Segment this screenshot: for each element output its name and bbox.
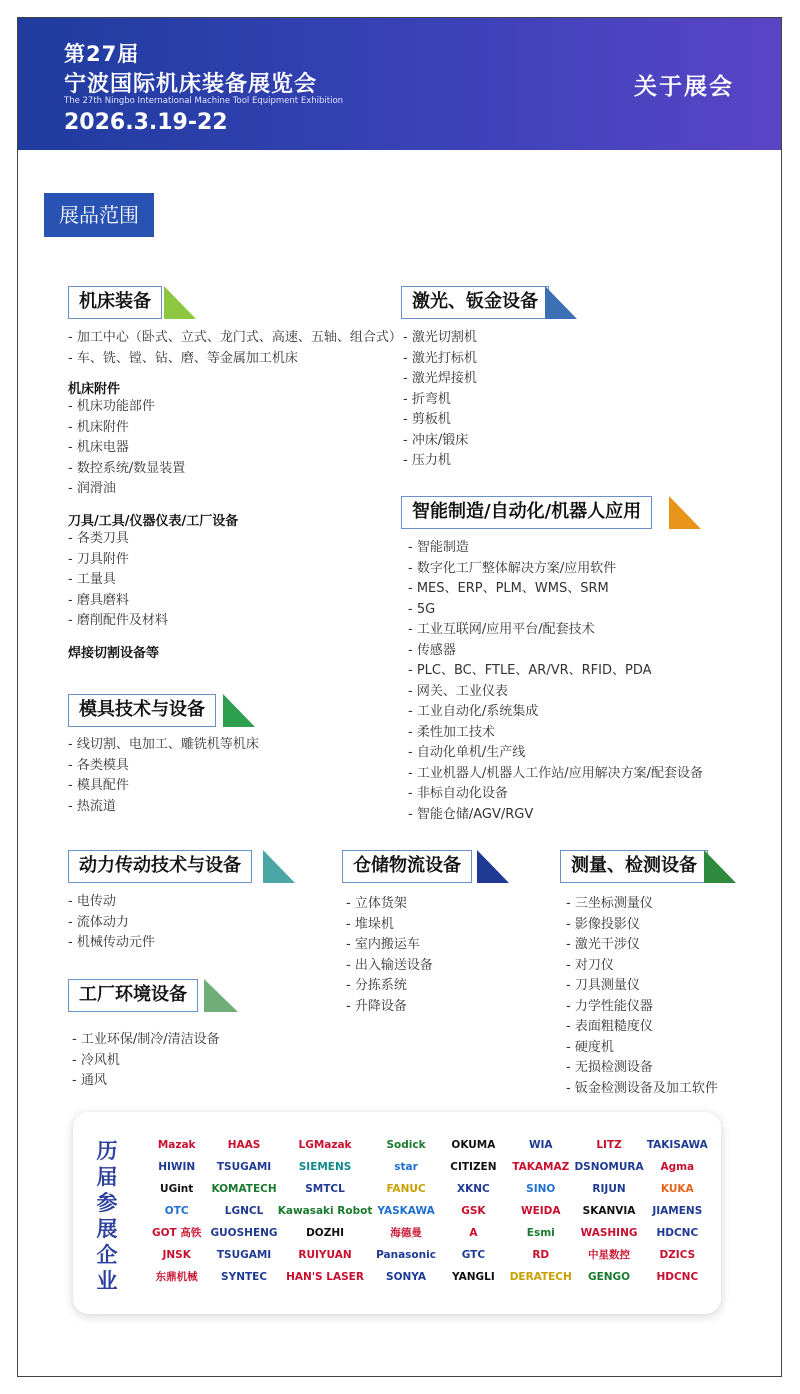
list-item: - 非标自动化设备 xyxy=(408,786,508,801)
exhibitor-logo: KOMATECH xyxy=(211,1183,277,1195)
list-item: - 工业机器人/机器人工作站/应用解决方案/配套设备 xyxy=(408,765,703,781)
section-storage-list xyxy=(346,894,433,1017)
subsection-tools-list xyxy=(68,529,168,632)
list-item: - 刀具测量仪 xyxy=(566,978,640,993)
exhibitor-logo: JIAMENS xyxy=(652,1205,703,1217)
section-accent xyxy=(477,850,509,883)
section-smart-list xyxy=(408,538,703,825)
subsection-accessories-title: 机床附件 xyxy=(68,382,121,397)
section-accent xyxy=(669,496,701,529)
list-item: - 剪板机 xyxy=(403,412,451,427)
exhibitor-logo: GENGO xyxy=(587,1271,631,1283)
exhibitor-logo: HIWIN xyxy=(158,1161,196,1173)
exhibitor-logo: WASHING xyxy=(580,1227,638,1239)
section-accent xyxy=(204,979,238,1012)
exhibitor-logo: Sodick xyxy=(386,1139,426,1151)
section-machine-list xyxy=(68,328,402,369)
exhibitor-logo: JNSK xyxy=(162,1249,191,1261)
exhibitor-logo: Mazak xyxy=(157,1139,196,1151)
section-storage-title: 仓储物流设备 xyxy=(342,850,472,883)
exhibitor-logo: XKNC xyxy=(457,1183,490,1195)
list-item: - 硬度机 xyxy=(566,1039,614,1055)
list-item: - 激光打标机 xyxy=(403,350,477,366)
exhibitor-logo: LGMazak xyxy=(298,1139,352,1151)
exhibitor-logo: star xyxy=(394,1161,418,1173)
list-item: - 工量具 xyxy=(68,572,116,587)
section-laser-list xyxy=(403,328,477,472)
exhibitor-logo: 海德曼 xyxy=(390,1227,422,1239)
exhibitor-logo: DOZHI xyxy=(306,1227,345,1239)
exhibitor-logo: WEIDA xyxy=(521,1205,561,1217)
exhibitor-logo-grid xyxy=(143,1136,711,1287)
exhibit-scope-title: 展品范围 xyxy=(44,193,154,237)
list-item: - 对刀仪 xyxy=(566,957,614,973)
exhibitor-logo: Esmi xyxy=(526,1227,555,1239)
exhibitor-logo: YASKAWA xyxy=(377,1205,435,1217)
exhibitor-logo: RUIYUAN xyxy=(298,1249,352,1261)
list-item: - 表面粗糙度仪 xyxy=(566,1019,653,1034)
exhibitor-logo: YANGLI xyxy=(452,1271,495,1283)
list-item: - 立体货架 xyxy=(346,896,407,911)
exhibitor-logo: LITZ xyxy=(596,1139,622,1151)
list-item: - 升降设备 xyxy=(346,998,407,1014)
exhibitor-logo: Panasonic xyxy=(376,1249,436,1261)
section-smart-title: 智能制造/自动化/机器人应用 xyxy=(401,496,652,529)
exhibitor-logo: TSUGAMI xyxy=(216,1249,272,1261)
list-item: - 钣金检测设备及加工软件 xyxy=(566,1080,718,1096)
exhibitor-logo: HDCNC xyxy=(656,1227,699,1239)
list-item: - 堆垛机 xyxy=(346,916,394,932)
edition-text: 第27届 xyxy=(64,42,140,66)
section-machine-title: 机床装备 xyxy=(68,286,162,319)
list-item: - 通风 xyxy=(72,1073,107,1088)
exhibitor-logo: DERATECH xyxy=(509,1271,572,1283)
exhibitor-logo: TSUGAMI xyxy=(216,1161,272,1173)
list-item: - 激光切割机 xyxy=(403,330,477,345)
list-item: - 智能仓储/AGV/RGV xyxy=(408,806,534,822)
list-item: - 刀具附件 xyxy=(68,551,129,567)
exhibitor-logo: GTC xyxy=(461,1249,486,1261)
section-accent xyxy=(263,850,295,883)
exhibitor-logo: RD xyxy=(532,1249,550,1261)
list-item: - 工业自动化/系统集成 xyxy=(408,704,539,719)
list-item: - 传感器 xyxy=(408,642,456,658)
list-item: - 网关、工业仪表 xyxy=(408,683,508,699)
exhibitor-logo: SONYA xyxy=(386,1271,427,1283)
section-power-title: 动力传动技术与设备 xyxy=(68,850,252,883)
list-item: - 压力机 xyxy=(403,453,451,468)
list-item: - 各类刀具 xyxy=(68,531,129,546)
exhibitor-logo: TAKAMAZ xyxy=(512,1161,570,1173)
list-item: - 数控系统/数显装置 xyxy=(68,460,186,476)
list-item: - 机床电器 xyxy=(68,440,129,455)
exhibitor-logo: SMTCL xyxy=(305,1183,345,1195)
exhibition-name: 宁波国际机床装备展览会 xyxy=(64,72,318,97)
subsection-tools-title: 刀具/工具/仪器仪表/工厂设备 xyxy=(68,514,239,529)
list-item: - 分拣系统 xyxy=(346,978,407,993)
section-laser-title: 激光、钣金设备 xyxy=(401,286,549,319)
list-item: - 工业环保/制冷/清洁设备 xyxy=(72,1032,220,1047)
section-accent xyxy=(704,850,736,883)
list-item: - 出入输送设备 xyxy=(346,957,433,973)
section-mold-title: 模具技术与设备 xyxy=(68,694,216,727)
list-item: - 影像投影仪 xyxy=(566,916,640,932)
list-item: - PLC、BC、FTLE、AR/VR、RFID、PDA xyxy=(408,663,652,678)
list-item: - 智能制造 xyxy=(408,540,469,555)
list-item: - 加工中心（卧式、立式、龙门式、高速、五轴、组合式） xyxy=(68,330,402,345)
exhibitor-logo: SIEMENS xyxy=(298,1161,352,1173)
list-item: - 无损检测设备 xyxy=(566,1060,653,1075)
section-env-list xyxy=(72,1030,220,1092)
exhibitor-logo: HDCNC xyxy=(656,1271,699,1283)
exhibitor-logo: RIJUN xyxy=(592,1183,626,1195)
exhibitor-logo: GSK xyxy=(461,1205,486,1217)
section-power-list xyxy=(68,892,155,954)
list-item: - 流体动力 xyxy=(68,914,129,930)
exhibitor-logo: DSNOMURA xyxy=(574,1161,644,1173)
list-item: - 力学性能仪器 xyxy=(566,998,653,1014)
exhibitor-logo: A xyxy=(469,1227,478,1239)
exhibitor-logo: Agma xyxy=(660,1161,695,1173)
list-item: - 车、铣、镗、钻、磨、等金属加工机床 xyxy=(68,350,298,366)
list-item: - 模具配件 xyxy=(68,778,129,793)
list-item: - 数字化工厂整体解决方案/应用软件 xyxy=(408,560,617,576)
section-accent xyxy=(164,286,196,319)
list-item: - 冲床/锻床 xyxy=(403,432,469,448)
list-item: - 冷风机 xyxy=(72,1052,120,1068)
exhibitor-logo: KUKA xyxy=(660,1183,694,1195)
list-item: - 室内搬运车 xyxy=(346,937,420,952)
exhibitor-logo: OKUMA xyxy=(451,1139,496,1151)
exhibitor-logo: LGNCL xyxy=(224,1205,264,1217)
list-item: - 线切割、电加工、雕铣机等机床 xyxy=(68,737,259,752)
list-item: - 润滑油 xyxy=(68,481,116,496)
list-item: - 机床功能部件 xyxy=(68,399,155,414)
list-item: - 机械传动元件 xyxy=(68,935,155,950)
section-env-title: 工厂环境设备 xyxy=(68,979,198,1012)
list-item: - MES、ERP、PLM、WMS、SRM xyxy=(408,581,609,596)
list-item: - 工业互联网/应用平台/配套技术 xyxy=(408,622,595,637)
section-accent xyxy=(545,286,577,319)
exhibition-date: 2026.3.19-22 xyxy=(64,110,228,135)
list-item: - 电传动 xyxy=(68,894,116,909)
section-measure-title: 测量、检测设备 xyxy=(560,850,708,883)
list-item: - 自动化单机/生产线 xyxy=(408,745,526,760)
exhibitor-logo: 中星数控 xyxy=(588,1249,631,1261)
exhibitor-logo: SKANVIA xyxy=(582,1205,636,1217)
section-accent xyxy=(223,694,255,727)
exhibitor-logo: 东鼎机械 xyxy=(155,1271,198,1283)
exhibitor-logo: SINO xyxy=(526,1183,556,1195)
section-measure-list xyxy=(566,894,718,1099)
exhibitor-logo: DZICS xyxy=(659,1249,696,1261)
exhibitors-title: 历届参展企业 xyxy=(96,1139,118,1293)
exhibitor-logo: OTC xyxy=(164,1205,189,1217)
exhibitor-logo: Kawasaki Robot xyxy=(277,1205,373,1217)
list-item: - 磨具磨料 xyxy=(68,592,129,608)
list-item: - 三坐标测量仪 xyxy=(566,896,653,911)
exhibitor-logo: TAKISAWA xyxy=(646,1139,708,1151)
list-item: - 激光焊接机 xyxy=(403,371,477,386)
exhibition-english-name: The 27th Ningbo International Machine Tool Equipment Exhibition xyxy=(64,96,344,106)
list-item: - 5G xyxy=(408,601,436,617)
page-header xyxy=(18,18,781,150)
list-item: - 热流道 xyxy=(68,798,116,814)
subsection-accessories-list xyxy=(68,397,185,500)
list-item: - 激光干涉仪 xyxy=(566,937,640,952)
list-item: - 柔性加工技术 xyxy=(408,724,495,740)
list-item: - 折弯机 xyxy=(403,391,451,407)
list-item: - 各类模具 xyxy=(68,757,129,773)
exhibitor-logo: HAN'S LASER xyxy=(286,1271,364,1283)
exhibitor-logo: GOT 高铁 xyxy=(151,1227,202,1239)
section-mold-list xyxy=(68,735,259,817)
exhibitor-logo: UGint xyxy=(160,1183,194,1195)
exhibitor-logo: HAAS xyxy=(227,1139,261,1151)
exhibitor-logo: GUOSHENG xyxy=(210,1227,278,1239)
exhibitor-logo: FANUC xyxy=(386,1183,426,1195)
list-item: - 磨削配件及材料 xyxy=(68,613,168,628)
about-exhibition-title: 关于展会 xyxy=(634,74,734,100)
exhibitor-logo: WIA xyxy=(528,1139,553,1151)
subsection-welding-title: 焊接切割设备等 xyxy=(68,646,160,661)
exhibitor-logo: SYNTEC xyxy=(221,1271,268,1283)
list-item: - 机床附件 xyxy=(68,419,129,435)
exhibitor-logo: CITIZEN xyxy=(450,1161,497,1173)
